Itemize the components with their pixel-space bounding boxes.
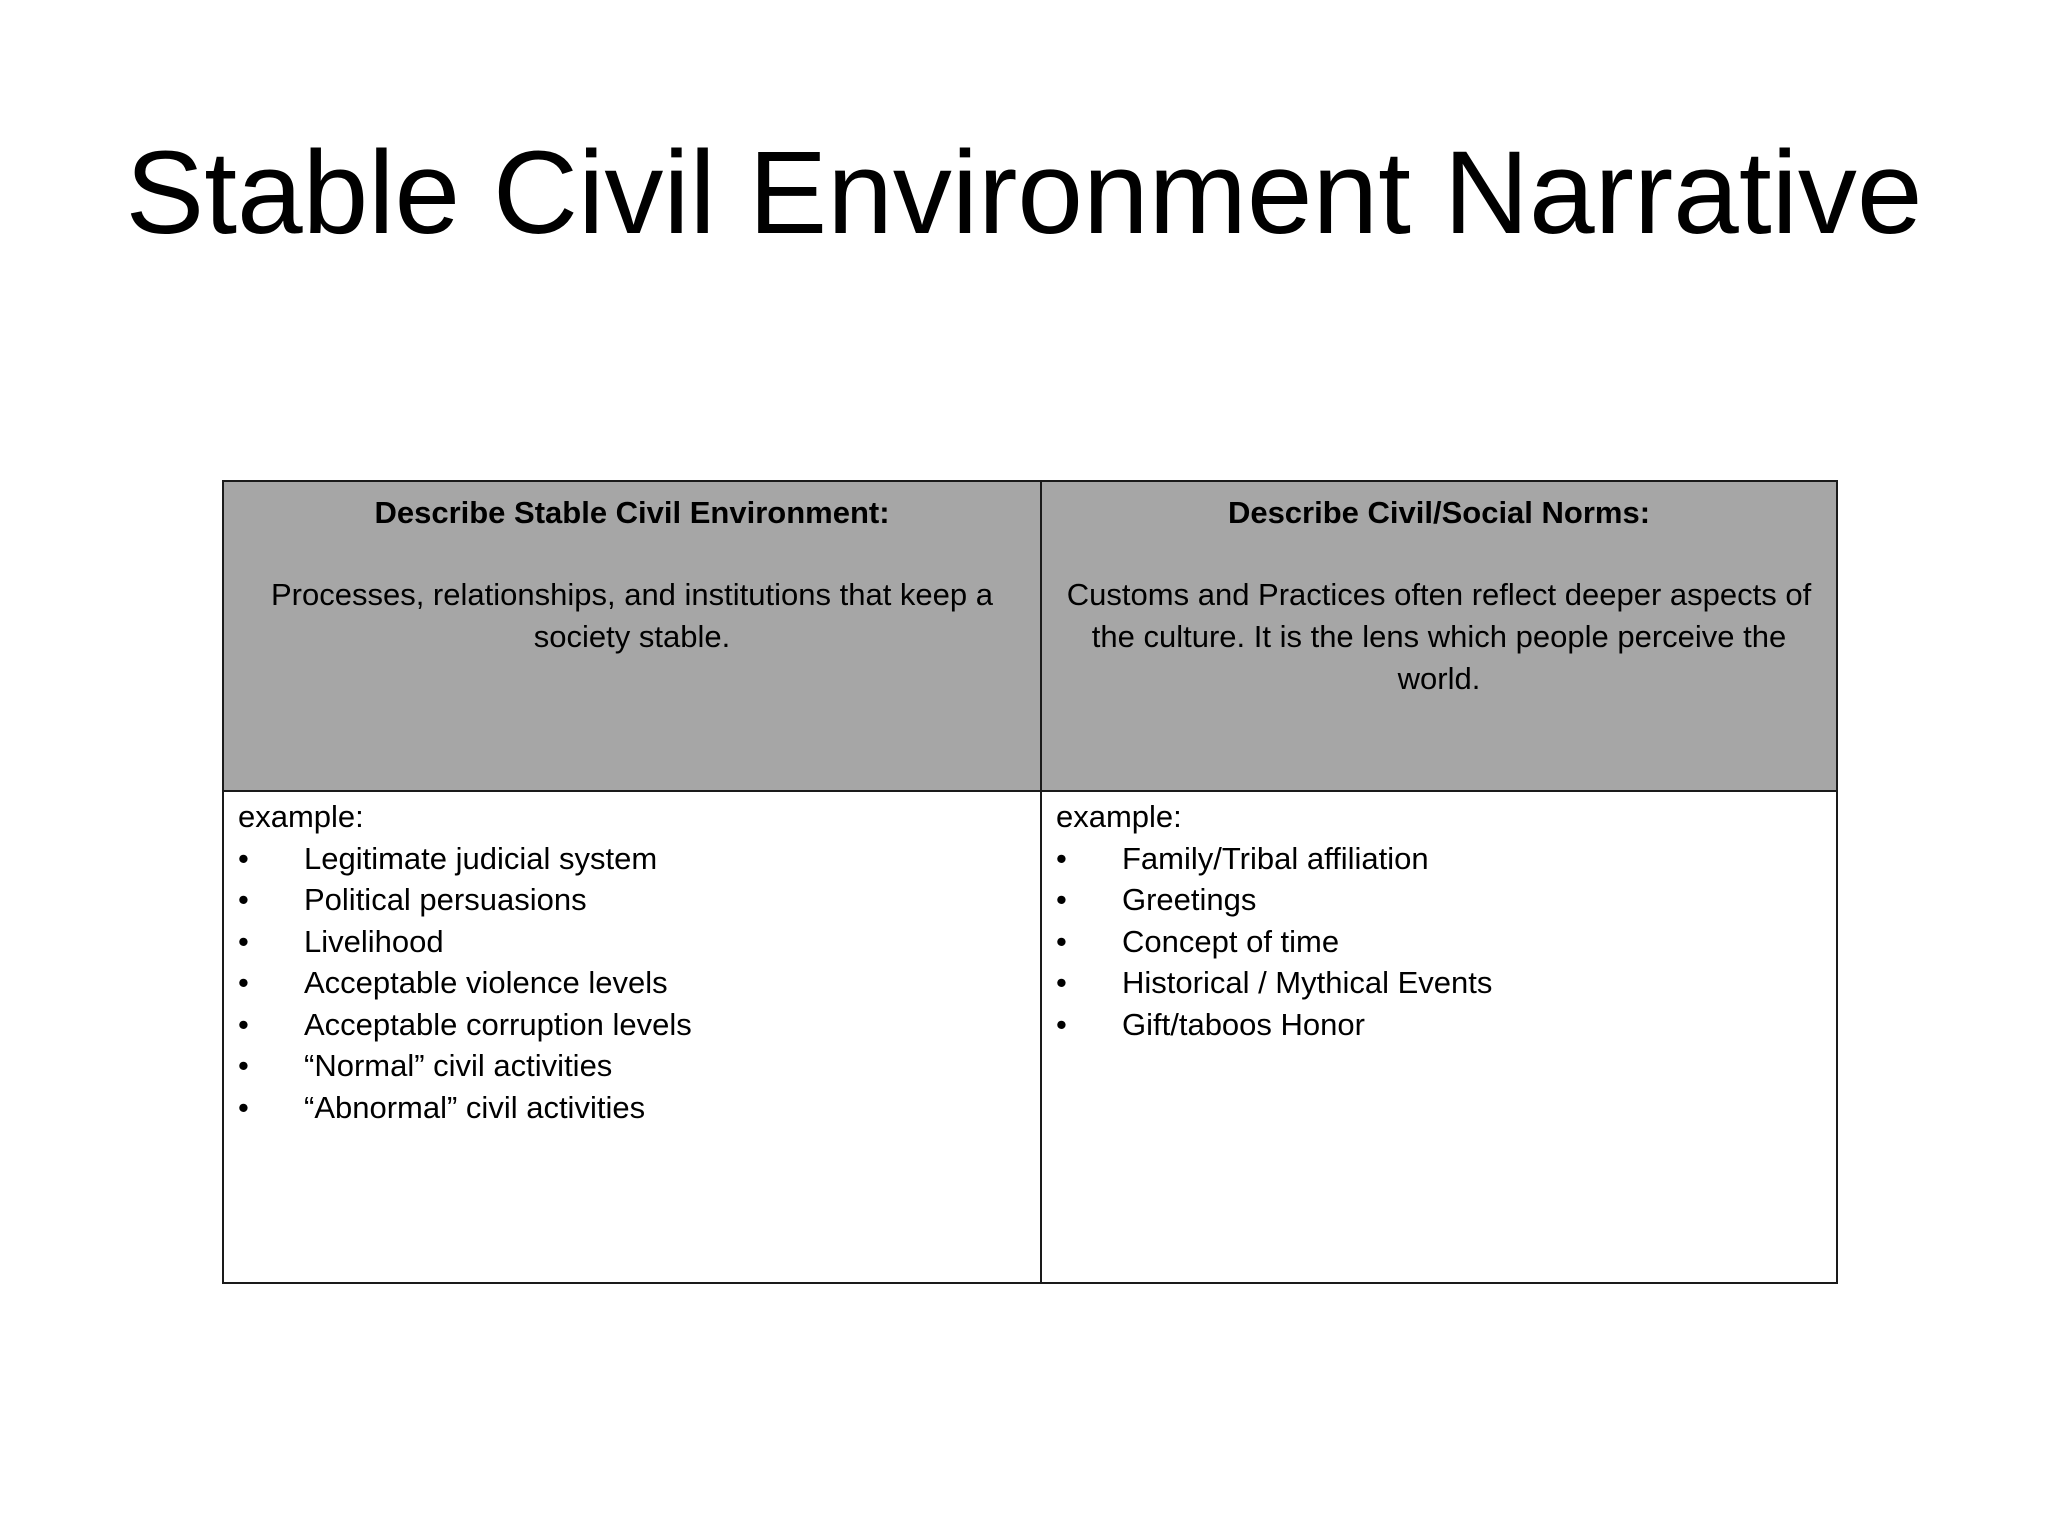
bullet-icon: •: [238, 840, 249, 876]
header-title-civil-social-norms: Describe Civil/Social Norms:: [1227, 495, 1651, 530]
header-cell-civil-social-norms: [1041, 481, 1837, 791]
header-cell-stable-civil-environment: [223, 481, 1041, 791]
header-title-stable-civil-environment: Describe Stable Civil Environment:: [374, 495, 890, 530]
list-item-text: Family/Tribal affiliation: [1122, 840, 1429, 876]
header-description-stable-civil-environment: Processes, relationships, and institutions that keep a society stable.: [270, 577, 994, 654]
list-item: [238, 962, 1026, 1004]
examples-cell-stable-civil-environment: [223, 791, 1041, 1283]
list-item: [1056, 962, 1822, 1004]
list-item-text: Legitimate judicial system: [304, 840, 658, 876]
bullet-icon: •: [238, 965, 249, 1000]
list-item: [1056, 921, 1822, 963]
bullet-icon: •: [238, 882, 249, 917]
list-item-text: Gift/taboos Honor: [1122, 1006, 1365, 1042]
bullet-icon: •: [1056, 1006, 1067, 1042]
table-header-row: [223, 481, 1837, 791]
narrative-table: [222, 480, 1838, 1284]
bullet-icon: •: [238, 1048, 249, 1083]
list-item-text: Acceptable violence levels: [304, 965, 668, 1000]
table-body-row: [223, 791, 1837, 1283]
bullet-list-stable-civil-environment: [238, 838, 1026, 1129]
list-item: [1056, 879, 1822, 921]
list-item-text: Concept of time: [1122, 923, 1340, 959]
header-description-civil-social-norms: Customs and Practices often reflect deeper aspects of the culture. It is the lens which people perceive the world.: [1066, 577, 1812, 696]
list-item: [1056, 1004, 1822, 1046]
list-item: [238, 838, 1026, 880]
list-item-text: “Normal” civil activities: [304, 1048, 613, 1083]
examples-cell-civil-social-norms: [1041, 791, 1837, 1283]
list-item: [1056, 838, 1822, 880]
list-item-text: “Abnormal” civil activities: [304, 1089, 646, 1125]
bullet-icon: •: [238, 1006, 249, 1042]
slide-title: Stable Civil Environment Narrative: [125, 127, 1923, 259]
list-item: [238, 879, 1026, 921]
bullet-icon: •: [1056, 882, 1067, 917]
list-item-text: Political persuasions: [304, 882, 587, 917]
example-label: example:: [238, 799, 364, 834]
list-item: [238, 1087, 1026, 1129]
list-item-text: Acceptable corruption levels: [304, 1006, 692, 1042]
bullet-list-civil-social-norms: [1056, 838, 1822, 1046]
bullet-icon: •: [238, 923, 249, 959]
bullet-icon: •: [238, 1089, 249, 1125]
list-item-text: Historical / Mythical Events: [1122, 965, 1493, 1000]
list-item: [238, 1004, 1026, 1046]
bullet-icon: •: [1056, 965, 1067, 1000]
list-item-text: Livelihood: [304, 923, 444, 959]
bullet-icon: •: [1056, 923, 1067, 959]
bullet-icon: •: [1056, 840, 1067, 876]
list-item: [238, 1045, 1026, 1087]
list-item-text: Greetings: [1122, 882, 1257, 917]
list-item: [238, 921, 1026, 963]
example-label: example:: [1056, 799, 1182, 834]
